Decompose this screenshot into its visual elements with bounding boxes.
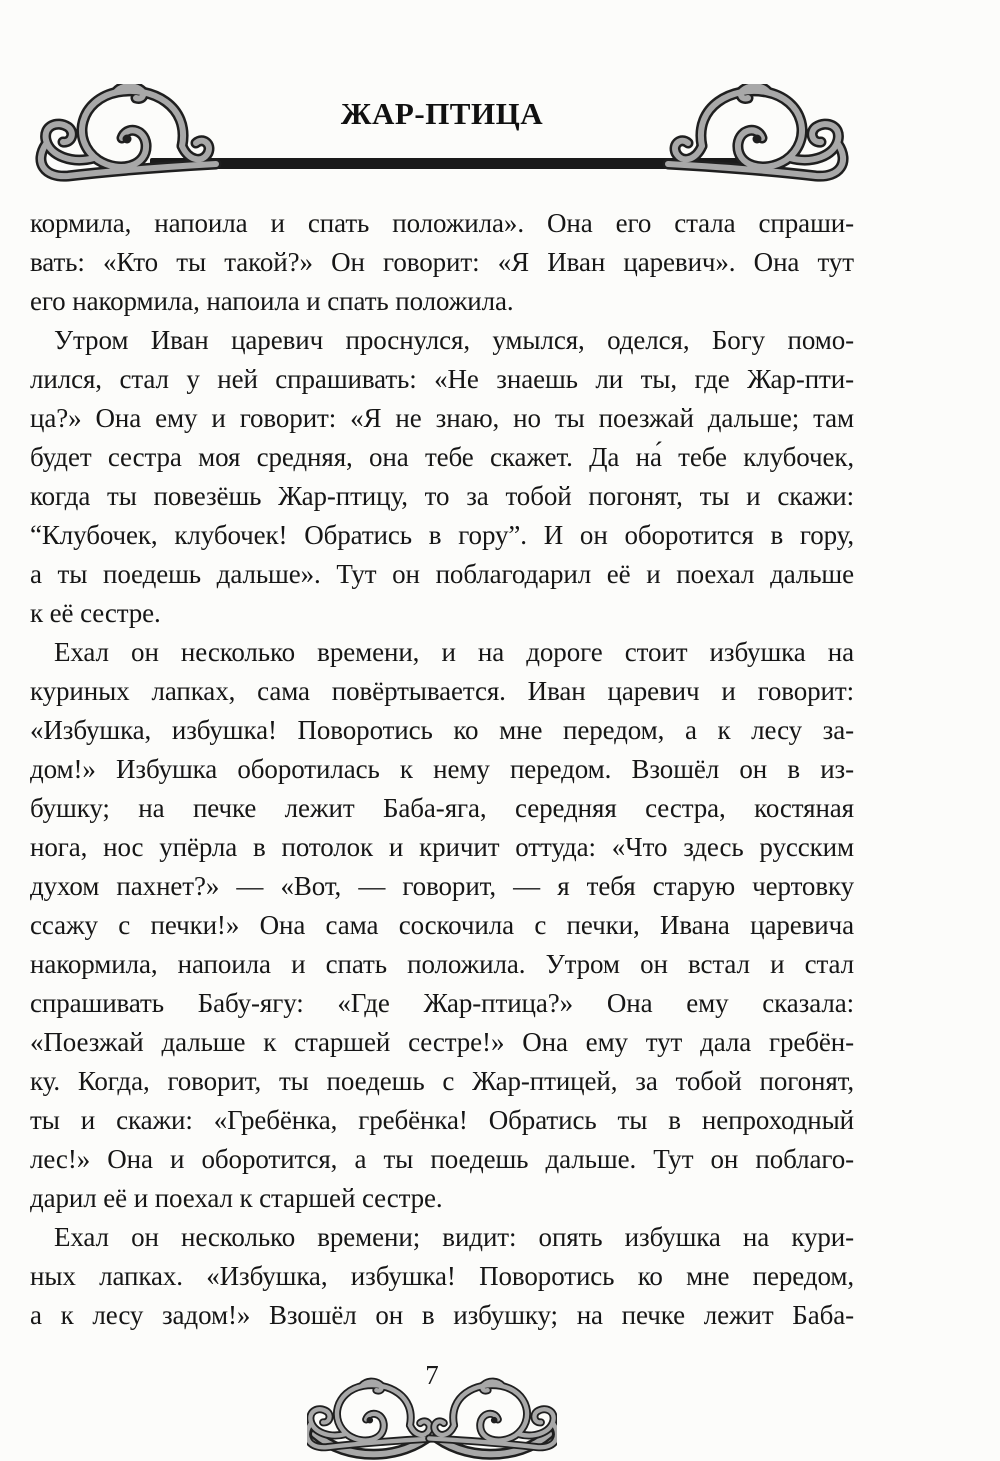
text-line: духом пахнет?» — «Вот, — говорит, — я тебя старую чертовку xyxy=(30,871,854,901)
text-line: Ехал он несколько времени, и на дороге стоит избушка на xyxy=(54,637,854,667)
text-line: ных лапках. «Избушка, избушка! Поворотись ко мне передом, xyxy=(30,1261,854,1291)
page-number: 7 xyxy=(425,1360,439,1390)
text-line: Ехал он несколько времени; видит: опять избушка на кури- xyxy=(54,1222,854,1252)
text-line: к её сестре. xyxy=(30,598,161,628)
text-line: «Избушка, избушка! Поворотись ко мне передом, а к лесу за- xyxy=(30,715,854,745)
text-line: когда ты повезёшь Жар-птицу, то за тобой погонят, ты и скажи: xyxy=(30,481,854,511)
text-line: ца?» Она ему и говорит: «Я не знаю, но ты поезжай дальше; там xyxy=(30,403,854,433)
text-line: Утром Иван царевич проснулся, умылся, оделся, Богу помо- xyxy=(54,325,854,355)
text-line: куриных лапках, сама повёртывается. Иван царевич и говорит: xyxy=(30,676,854,706)
text-line: лес!» Она и оборотится, а ты поедешь дальше. Тут он поблаго- xyxy=(30,1144,854,1174)
story-title: ЖАР-ПТИЦА xyxy=(340,96,544,131)
text-line: дом!» Избушка оборотилась к нему передом. Взошёл он в из- xyxy=(30,754,854,784)
text-line: спрашивать Бабу-ягу: «Где Жар-птица?» Она ему сказала: xyxy=(30,988,854,1018)
text-line: лился, стал у ней спрашивать: «Не знаешь ли ты, где Жар-пти- xyxy=(30,364,854,394)
text-line: «Поезжай дальше к старшей сестре!» Она ему тут дала гребён- xyxy=(30,1027,854,1057)
text-line: а ты поедешь дальше». Тут он поблагодарил её и поехал дальше xyxy=(30,559,854,589)
text-line: накормила, напоила и спать положила. Утром он встал и стал xyxy=(30,949,854,979)
text-line: ссажу с печки!» Она сама соскочила с печки, Ивана царевича xyxy=(30,910,854,940)
text-line: бушку; на печке лежит Баба-яга, середняя сестра, костяная xyxy=(30,793,854,823)
text-line: ты и скажи: «Гребёнка, гребёнка! Обратись ты в непроходный xyxy=(30,1105,854,1135)
story-text xyxy=(30,204,854,1335)
text-line: а к лесу задом!» Взошёл он в избушку; на печке лежит Баба- xyxy=(30,1300,854,1330)
text-line: его накормила, напоила и спать положила. xyxy=(30,286,514,316)
text-line: будет сестра моя средняя, она тебе скажет. Да на́ тебе клубочек, xyxy=(30,442,854,472)
text-line: дарил её и поехал к старшей сестре. xyxy=(30,1183,443,1213)
text-line: кормила, напоила и спать положила». Она его стала спраши- xyxy=(30,208,854,238)
text-line: “Клубочек, клубочек! Обратись в гору”. И он оборотится в гору, xyxy=(30,520,854,550)
footer-flourish-ornament xyxy=(307,1368,557,1461)
text-line: ку. Когда, говорит, ты поедешь с Жар-птицей, за тобой погонят, xyxy=(30,1066,854,1096)
text-line: нога, нос упёрла в потолок и кричит оттуда: «Что здесь русским xyxy=(30,832,854,862)
text-line: вать: «Кто ты такой?» Он говорит: «Я Иван царевич». Она тут xyxy=(30,247,854,277)
